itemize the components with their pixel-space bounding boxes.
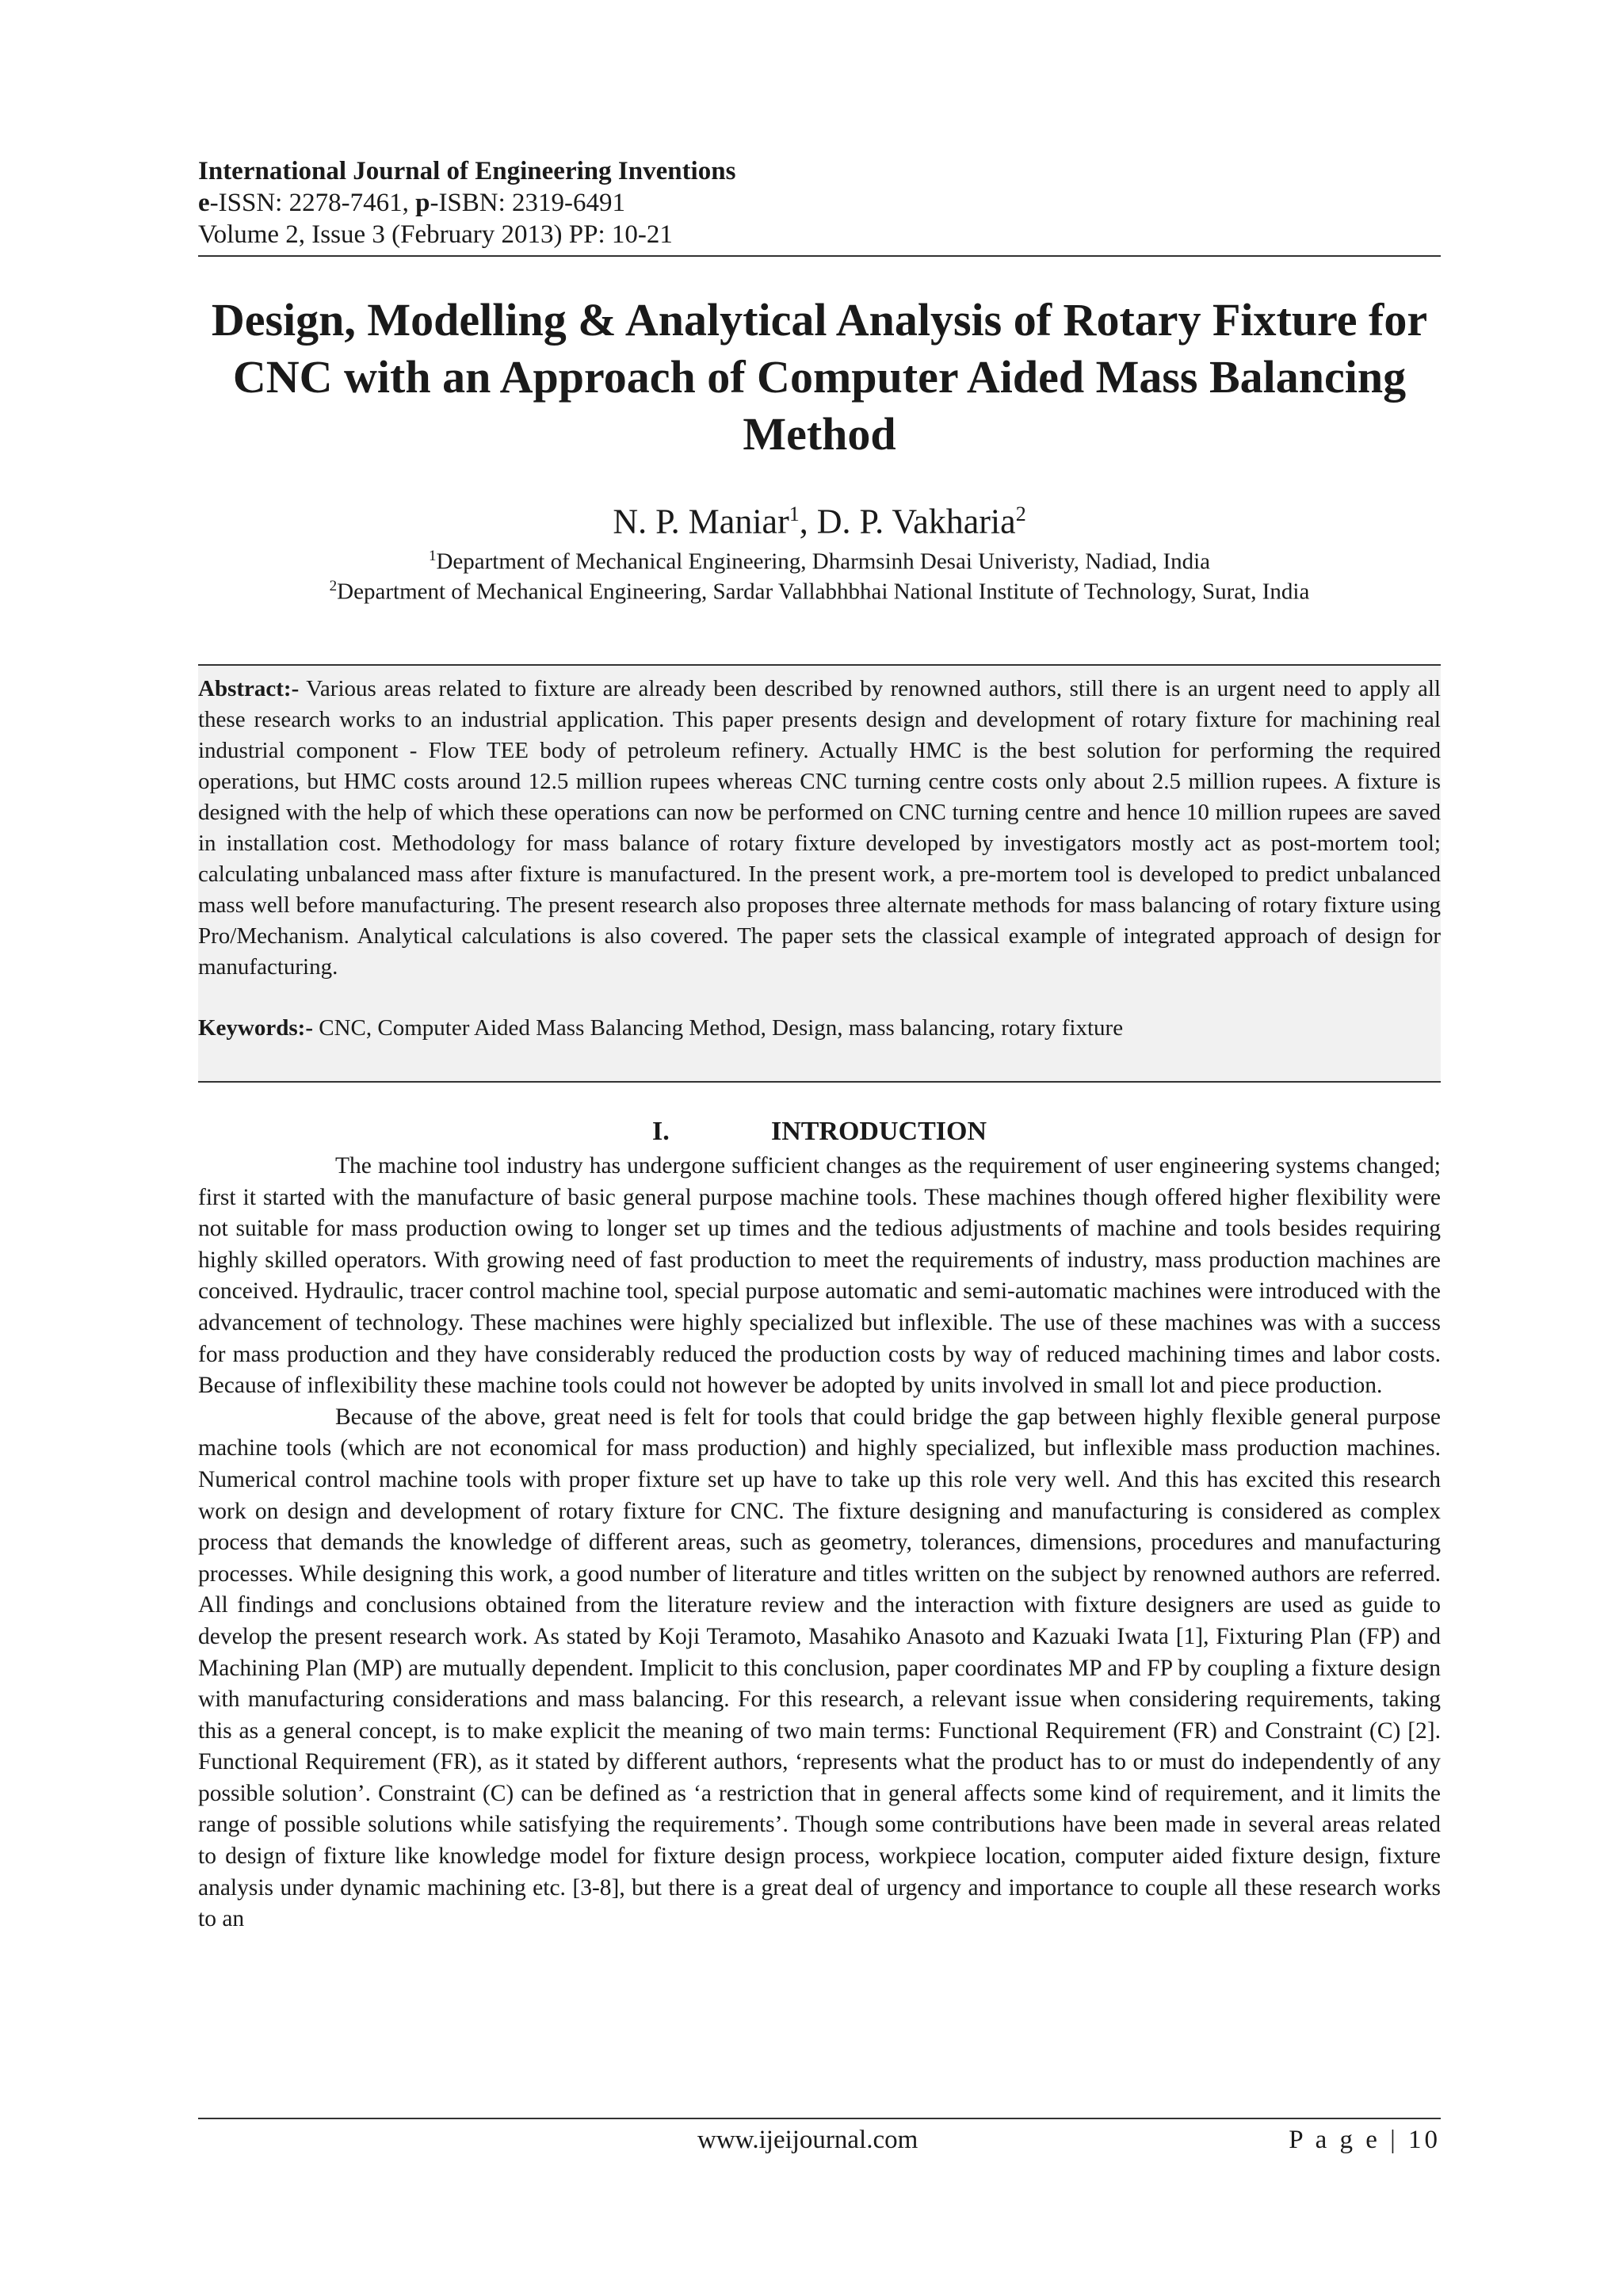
- footer-page-number: P a g e | 10: [1289, 2126, 1441, 2154]
- volume-line: Volume 2, Issue 3 (February 2013) PP: 10-21: [198, 220, 673, 249]
- affiliation-2-text: Department of Mechanical Engineering, Sardar Vallabhbhai National Institute of Technology, Surat, India: [337, 579, 1310, 605]
- affiliation-2-sup: 2: [329, 578, 338, 594]
- abstract-paragraph: [198, 674, 1441, 983]
- affiliation-2: [198, 572, 1441, 606]
- abstract-label: Abstract:-: [198, 676, 300, 701]
- body-paragraph-1: The machine tool industry has undergone sufficient changes as the requirement of user engineering systems changed; first it started with the manufacture of basic general purpose machine tools. These machines though offered higher flexibility were not suitable for mass production owing to longer set up times and the tedious adjustments of machine and tools besides requiring highly skilled operators. With growing need of fast production to meet the requirements of industry, mass production machines are conceived. Hydraulic, tracer control machine tool, special purpose automatic and semi-automatic machines were introduced with the advancement of technology. These machines were highly specialized but inflexible. The use of these machines was with a success for mass production and they have considerably reduced the production costs by way of reduced machining times and labor costs. Because of inflexibility these machine tools could not however be adopted by units involved in small lot and piece production.: [198, 1153, 1441, 1399]
- author-1-name: N. P. Maniar: [613, 502, 789, 541]
- abstract-box: [198, 664, 1441, 1083]
- pisbn-prefix: p: [415, 189, 430, 217]
- keywords-label: Keywords:-: [198, 1015, 313, 1041]
- journal-header: [198, 155, 1441, 257]
- author-1-sup: 1: [789, 502, 800, 525]
- eissn-prefix: e: [198, 189, 210, 217]
- pisbn-text: -ISBN: 2319-6491: [430, 189, 626, 217]
- body-paragraph-2: Because of the above, great need is felt for tools that could bridge the gap between highly flexible general purpose machine tools (which are not economical for mass production) and highly specialized, but inflexible mass production machines. Numerical control machine tools with proper fixture set up have to take up this role very well. And this has excited this research work on design and development of rotary fixture for CNC. The fixture designing and manufacturing is considered as complex process that demands the knowledge of different areas, such as geometry, tolerances, dimensions, procedures and manufacturing processes. While designing this work, a good number of literature and titles written on the subject by renowned authors are referred. All findings and conclusions obtained from the literature review and the interaction with fixture designers are used as guide to develop the present research work. As stated by Koji Teramoto, Masahiko Anasoto and Kazuaki Iwata [1], Fixturing Plan (FP) and Machining Plan (MP) are mutually dependent. Implicit to this conclusion, paper coordinates MP and FP by coupling a fixture design with manufacturing considerations and mass balancing. For this research, a relevant issue when considering requirements, taking this as a general concept, is to make explicit the meaning of two main terms: Functional Requirement (FR) and Constraint (C) [2]. Functional Requirement (FR), as it stated by different authors, ‘represents what the product has to or must do independently of any possible solution’. Constraint (C) can be defined as ‘a restriction that in general affects some kind of requirement, and it limits the range of possible solutions while satisfying the requirements’. Though some contributions have been made in several areas related to design of fixture like knowledge model for fixture design process, workpiece location, computer aided fixture design, fixture analysis under dynamic machining etc. [3-8], but there is a great deal of urgency and importance to couple all these research works to an: [198, 1404, 1441, 1932]
- section-title: INTRODUCTION: [770, 1117, 987, 1146]
- footer-divider: [198, 2118, 1441, 2119]
- author-separator: ,: [799, 502, 817, 541]
- author-2-sup: 2: [1015, 502, 1026, 525]
- affiliation-1: [198, 542, 1441, 576]
- section-heading: [198, 1116, 1441, 1148]
- paper-title: Design, Modelling & Analytical Analysis of Rotary Fixture for CNC with an Approach of Computer Aided Mass Balancing Method: [211, 294, 1428, 460]
- issn-line: [198, 187, 1441, 219]
- journal-name: International Journal of Engineering Inventions: [198, 157, 736, 185]
- body-text: [198, 1151, 1441, 1935]
- affiliation-1-sup: 1: [428, 548, 437, 564]
- eissn-text: -ISSN: 2278-7461,: [209, 189, 416, 217]
- authors-line: [198, 493, 1441, 544]
- keywords-paragraph: [198, 1013, 1441, 1044]
- section-number: I.: [651, 1117, 670, 1146]
- affiliation-1-text: Department of Mechanical Engineering, Dharmsinh Desai Univeristy, Nadiad, India: [436, 548, 1211, 575]
- author-2-name: D. P. Vakharia: [816, 502, 1016, 541]
- abstract-text: Various areas related to fixture are already been described by renowned authors, still there is an urgent need to apply all these research works to an industrial application. This paper presents design and development of rotary fixture for machining real industrial component - Flow TEE body of petroleum refinery. Actually HMC is the best solution for performing the required operations, but HMC costs around 12.5 million rupees whereas CNC turning centre costs only about 2.5 million rupees. A fixture is designed with the help of which these operations can now be performed on CNC turning centre and hence 10 million rupees are saved in installation cost. Methodology for mass balance of rotary fixture developed by investigators mostly act as post-mortem tool; calculating unbalanced mass after fixture is manufactured. In the present work, a pre-mortem tool is developed to predict unbalanced mass well before manufacturing. The present research also proposes three alternate methods for mass balancing of rotary fixture using Pro/Mechanism. Analytical calculations is also covered. The paper sets the classical example of integrated approach of design for manufacturing.: [198, 676, 1441, 980]
- keywords-text: CNC, Computer Aided Mass Balancing Method, Design, mass balancing, rotary fixture: [312, 1015, 1124, 1041]
- footer-url: www.ijeijournal.com: [697, 2126, 918, 2154]
